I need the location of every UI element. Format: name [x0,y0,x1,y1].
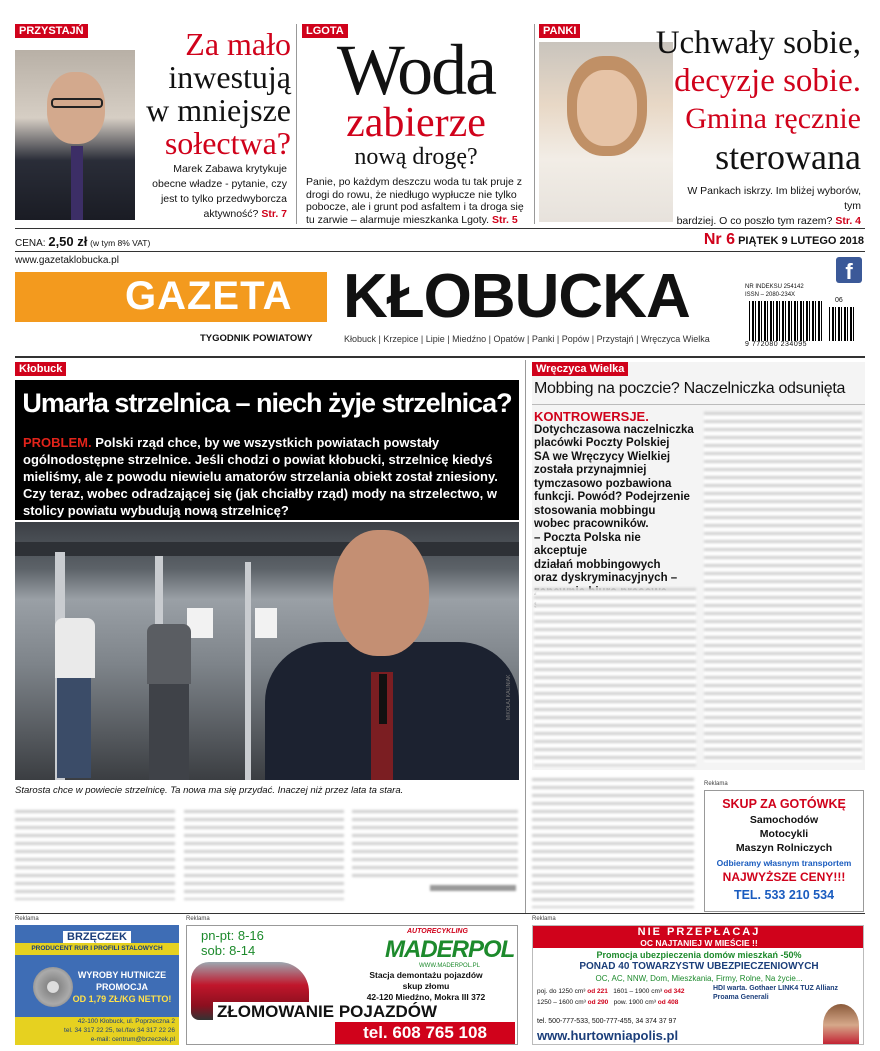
website-link[interactable]: www.gazetaklobucka.pl [15,255,119,266]
ad-maderpol[interactable]: pn-pt: 8-16 sob: 8-14 AUTORECYKLING MADERPOL WWW.MADERPOL.PL Stacja demontażu pojazdów skup złomu 42-120 Miedźno, Mokra III 372 ZŁOMOWANIE POJAZDÓW tel. 608 765 108 [186,925,518,1045]
side-headline: Mobbing na poczcie? Naczelniczka odsunięta [534,380,846,397]
side-lead: KONTROWERSJE. Dotychczasowa naczelniczka placówki Poczty Polskiej SA we Wręczycy Wielkiej została przynajmniej tymczasowo pozbawiona funkcji. Powód? Podejrzenie stosowania mobbingu wobec pracowników. – Poczta Polska nie akceptuje działań mobbingowych oraz dyskryminacyjnych – [534,409,694,584]
teaser-przystajn[interactable] [15,24,291,224]
side-body-text [704,412,862,762]
page-ref: Str. 7 [261,208,287,220]
main-article[interactable] [15,380,519,520]
barcode-block: NR INDEKSU 254142 ISSN – 2080-234X 06 9 772080 234095 [745,283,863,353]
teaser-lgota[interactable]: LGOTA Woda zabierze nową drogę? Panie, po każdym deszczu woda tu tak pruje z drogi do rowu, że niedługo wypłucze nie tylko pobocze, ale i grunt pod asfaltem i ta droga się tu zarwie – alarmuje mieszkanka Lgoty. Str. 5 [302,24,530,224]
insurer-logos: HDI warta. Gothaer LINK4 TUZ Allianz Proama Generali [713,985,839,1001]
page-ref: Str. 4 [835,215,861,227]
teaser-headline: Za mało inwestują w mniejsze sołectwa? [146,26,291,161]
main-headline: Umarła strzelnica – niech żyje strzelnica? [22,388,512,418]
teaser-headline: Uchwały sobie, decyzje sobie. Gmina ręcznie sterowana [655,25,861,177]
main-lead: PROBLEM. Polski rząd chce, by we wszystkich powiatach powstały ogólnodostępne strzelnice. Jeśli chodzi o powiat kłobucki, strzelnicę kiedyś mieliśmy, ale z powodu niewielu amatorów strzelania obiekt został zniesiony. Czy teraz, wobec odradzającej się (jak chciałby rząd) mody na strzelectwo, w stolicy powiatu wybudują nową strzelnicę? [23,435,498,518]
photo-credit: MIKOŁAJ KALINIAK [506,674,512,720]
teaser-panki[interactable] [539,24,865,227]
ad-label: Reklama [704,781,728,787]
price: CENA: 2,50 zł (w tym 8% VAT) [15,234,151,249]
page-ref: Str. 5 [491,213,518,226]
teaser-lead: W Pankach iskrzy. Im bliżej wyborów, tym bardziej. O co poszło tym razem? Str. 4 [676,185,861,227]
towns-list: Kłobuck | Krzepice | Lipie | Miedźno | Opatów | Panki | Popów | Przystajń | Wręczyca Wielka [344,334,710,344]
section-tag: LGOTA [302,24,348,38]
subtitle: TYGODNIK POWIATOWY [200,333,313,344]
teaser-headline: Woda [336,30,496,110]
main-photo [15,522,519,780]
ad-brzeczek[interactable]: BRZĘCZEK PRODUCENT RUR I PROFILI STALOWYCH WYROBY HUTNICZE PROMOCJA OD 1,79 ZŁ/KG NETTO! 42-100 Kłobuck, ul. Poprzeczna 2 tel. 34 317 22 25, tel./fax 34 317 22 26 e-mail: centrum@brzeczek.pl [15,925,179,1045]
section-tag: PANKI [539,24,580,38]
main-body-text [15,810,175,900]
teaser-lead: Marek Zabawa krytykuje obecne władze - pytanie, czy jest to tylko przedwyborcza aktywność? Str. 7 [152,163,287,220]
issue-date: Nr 6 PIĄTEK 9 LUTEGO 2018 [703,231,864,248]
side-article[interactable] [532,362,865,770]
section-tag: Kłobuck [15,362,66,376]
ad-skup[interactable]: SKUP ZA GOTÓWKĘ Samochodów Motocykli Maszyn Rolniczych Odbieramy własnym transportem NAJWYŻSZE CENY!!! TEL. 533 210 534 [704,790,864,912]
photo-caption: Starosta chce w powiecie strzelnicę. Ta nowa ma się przydać. Inaczej niż przez lata ta stara. [15,785,404,796]
masthead-logo[interactable]: GAZETA KŁOBUCKA [15,272,733,332]
facebook-icon[interactable]: f [836,257,862,283]
teaser-lead: Panie, po każdym deszczu woda tu tak pruje z drogi do rowu, że niedługo wypłucze nie tylko pobocze, ale i grunt pod asfaltem i ta droga się tu zarwie – alarmuje mieszkanka Lgoty. Str. 5 [306,176,524,226]
section-tag: Wręczyca Wielka [532,362,628,376]
section-tag: PRZYSTAJŃ [15,24,88,38]
ad-insurance[interactable]: NIE PRZEPŁACAJ OC NAJTANIEJ W MIEŚCIE !! Promocja ubezpieczenia domów mieszkań -50% PONAD 40 TOWARZYSTW UBEZPIECZENIOWYCH OC, AC, NNW, Dom, Mieszkania, Firmy, Rolne, Na życie... poj. do 1250 cm³ od 221 1601 – 1900 cm³ od 342 1250 – 1600 cm³ od 290 pow. 1900 cm³ od 408 HDI warta. Gothaer LINK4 TUZ Allianz Proama Generali tel. 500-777-533, 500-777-455, 34 374 37 97 www.hurtowniapolis.pl [532,925,864,1045]
